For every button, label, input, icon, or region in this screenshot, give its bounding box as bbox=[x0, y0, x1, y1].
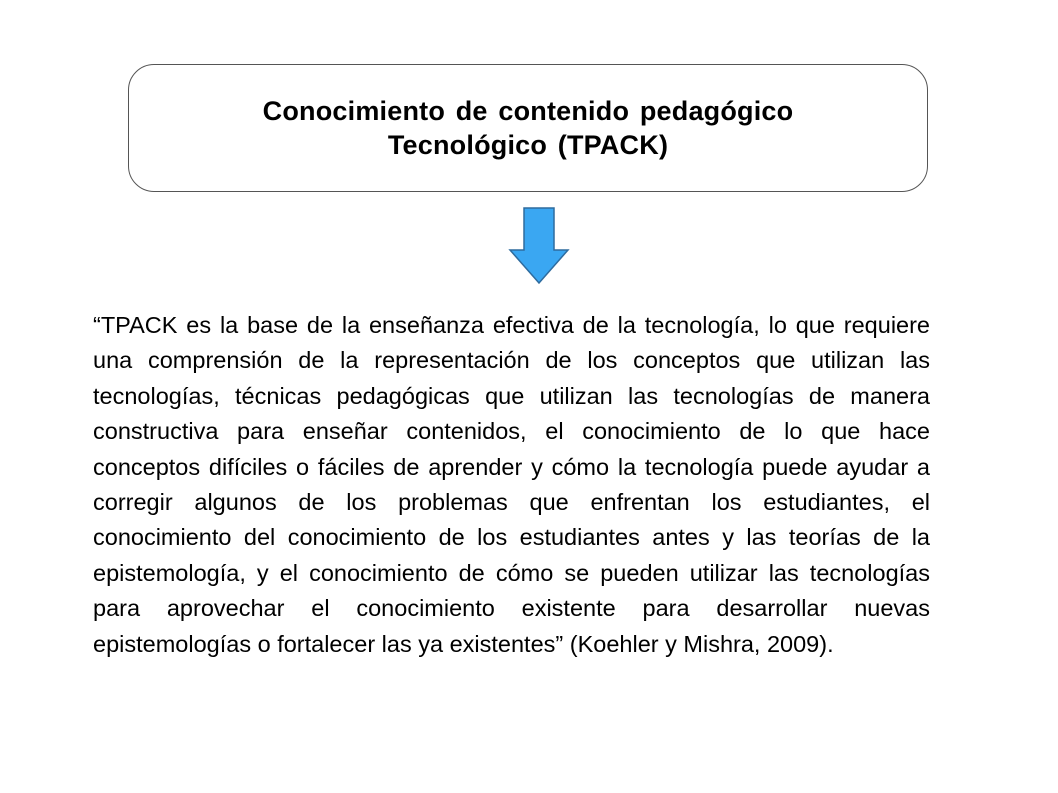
down-arrow-shape bbox=[510, 208, 568, 283]
quote-text: “TPACK es la base de la enseñanza efectiva de la tecnología, lo que requiere una comprensión de la representación de los conceptos que utilizan las tecnologías, técnicas pedagógicas que utilizan las tecnologías de manera constructiva para enseñar contenidos, el conocimiento de lo que hace conceptos difíciles o fáciles de aprender y cómo la tecnología puede ayudar a corregir algunos de los problemas que enfrentan los estudiantes, el conocimiento del conocimiento de los estudiantes antes y las teorías de la epistemología, y el conocimiento de cómo se pueden utilizar las tecnologías para aprovechar el conocimiento existente para desarrollar nuevas epistemologías o fortalecer las ya existentes” (Koehler y Mishra, 2009). bbox=[93, 312, 930, 657]
down-arrow-icon bbox=[507, 206, 571, 286]
title-box bbox=[128, 64, 928, 192]
title-line-2: Tecnológico (TPACK) bbox=[387, 130, 669, 160]
title-line-1: Conocimiento de contenido pedagógico bbox=[262, 96, 794, 126]
